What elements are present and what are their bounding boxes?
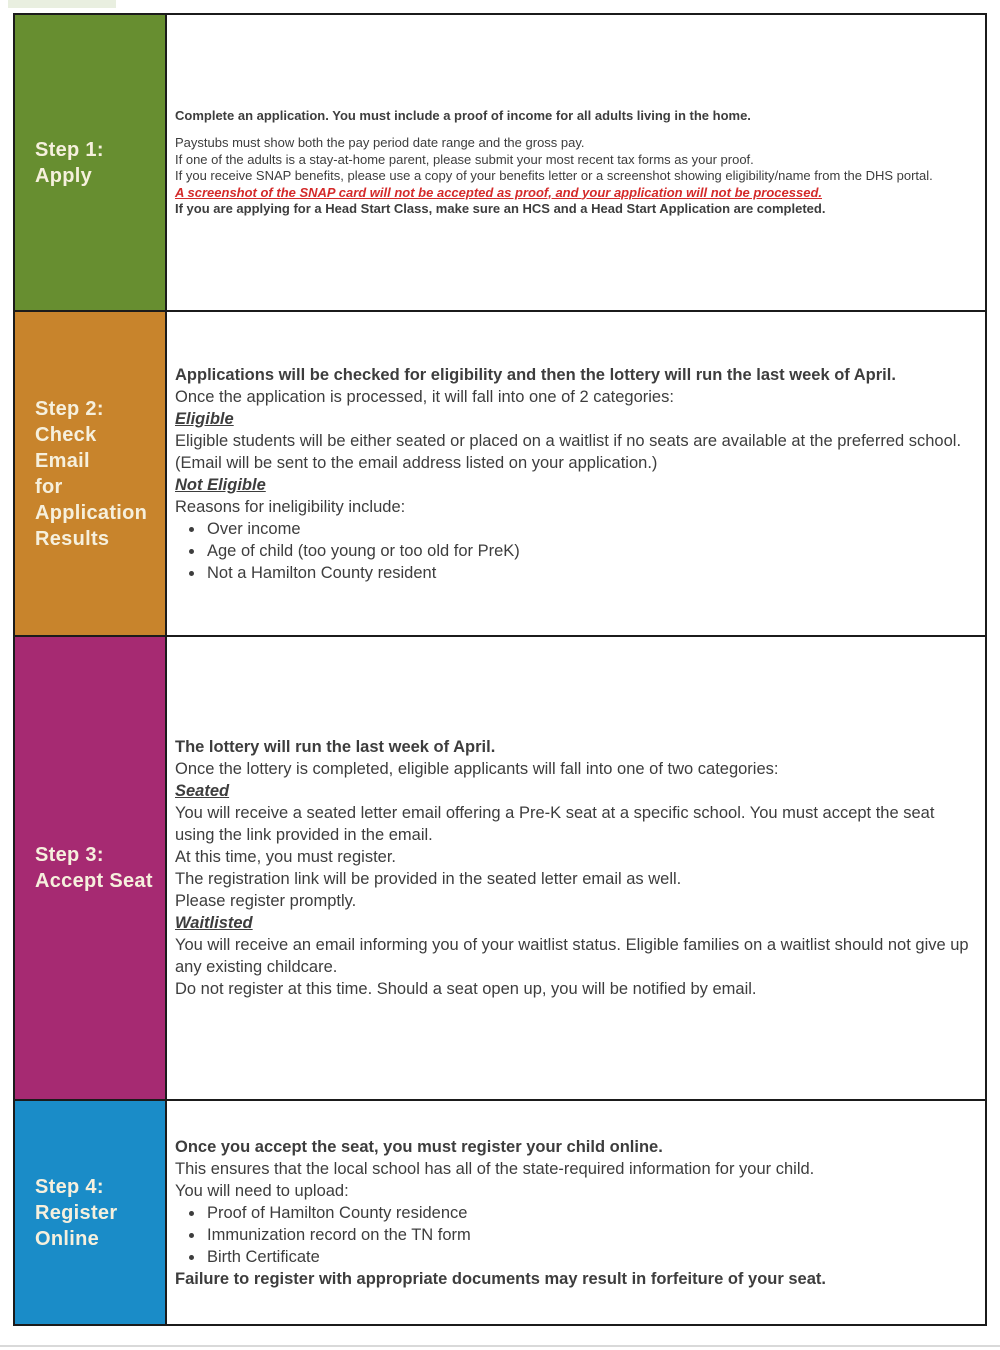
step-3-content-cell [167,637,985,1099]
eligible-subheading: Eligible [175,409,234,428]
eligible-body: Eligible students will be either seated or placed on a waitlist if no seats are available at the preferred school. (Email will be sent to the email address listed on your application.) [175,431,962,472]
step-4-label-line-3: Online [35,1227,100,1250]
step-2-content-cell [167,312,985,635]
list-item-not-resident: • Not a Hamilton County resident [205,562,971,584]
step-3-intro: Once the lottery is completed, eligible applicants will fall into one of two categories: [175,760,779,778]
list-item-residence-proof: • Proof of Hamilton County residence [205,1202,971,1224]
list-item-birth-certificate: • Birth Certificate [205,1246,971,1268]
step-3-label: Step 3: [35,844,104,866]
step-1-label: Step 1: [35,138,104,161]
step-3-label-line-2: Accept Seat [35,870,153,892]
waitlisted-subheading: Waitlisted [175,914,253,932]
step-1-detail-lines [175,135,971,201]
table-row-step-1 [15,15,985,310]
cropped-next-element-edge [0,1345,1000,1347]
step-4-label: Step 4: [35,1175,104,1198]
register-note: At this time, you must register. [175,848,396,866]
step-3-headline: The lottery will run the last week of April. [175,738,496,756]
step-3-header-cell [15,637,167,1099]
step-1-content-cell [167,15,985,310]
not-eligible-subheading: Not Eligible [175,475,266,494]
seated-subheading: Seated [175,782,230,800]
seated-body: You will receive a seated letter email offering a Pre-K seat at a specific school. You must accept the seat using the link provided in the email. [175,804,935,844]
step-1-line-snap: If you receive SNAP benefits, please use a copy of your benefits letter or a screenshot showing eligibility/name from the DHS portal. [175,168,933,183]
step-1-header-cell [15,15,167,310]
list-item-over-income: • Over income [205,518,971,540]
step-2-label-line-5: Results [35,527,110,550]
step-4-content-cell [167,1101,985,1324]
step-4-intro: This ensures that the local school has all of the state-required information for your child. [175,1159,815,1178]
ineligibility-reasons-intro: Reasons for ineligibility include: [175,497,406,516]
step-1-snap-warning: A screenshot of the SNAP card will not be accepted as proof, and your application will not be processed. [175,184,822,200]
table-row-step-3 [15,635,985,1099]
step-2-label-line-2: Check Email [35,423,97,472]
register-promptly-note: Please register promptly. [175,892,357,910]
step-2-intro: Once the application is processed, it will fall into one of 2 categories: [175,387,674,406]
step-1-headline: Complete an application. You must include a proof of income for all adults living in the home. [175,107,751,123]
table-row-step-2 [15,310,985,635]
step-2-header-cell [15,312,167,635]
forfeiture-warning: Failure to register with appropriate documents may result in forfeiture of your seat. [175,1269,826,1288]
upload-documents-list [175,1202,971,1268]
registration-link-note: The registration link will be provided in the seated letter email as well. [175,870,682,888]
table-row-step-4 [15,1099,985,1324]
step-2-label-line-3: for [35,475,63,498]
step-1-label-line-2: Apply [35,164,93,187]
upload-intro: You will need to upload: [175,1181,349,1200]
step-2-label-line-4: Application [35,501,148,524]
step-1-head-start-note: If you are applying for a Head Start Class, make sure an HCS and a Head Start Application are completed. [175,201,826,216]
step-4-header-cell [15,1101,167,1324]
step-2-label: Step 2: [35,397,104,420]
waitlisted-body: You will receive an email informing you of your waitlist status. Eligible families on a waitlist should not give up any existing childcare. [175,936,969,976]
ineligibility-reasons-list [175,518,971,584]
step-1-line-stay-at-home: If one of the adults is a stay-at-home parent, please submit your most recent tax forms as your proof. [175,151,754,167]
step-4-headline: Once you accept the seat, you must register your child online. [175,1137,663,1156]
list-item-immunization-record: • Immunization record on the TN form [205,1224,971,1246]
step-1-line-paystubs: Paystubs must show both the pay period date range and the gross pay. [175,135,585,150]
step-2-headline: Applications will be checked for eligibility and then the lottery will run the last week of April. [175,365,896,384]
step-4-label-line-2: Register [35,1201,118,1224]
waitlist-note: Do not register at this time. Should a seat open up, you will be notified by email. [175,980,757,998]
list-item-age-of-child: • Age of child (too young or too old for PreK) [205,540,971,562]
application-steps-table [13,13,987,1326]
cropped-previous-row-sliver [8,0,116,8]
